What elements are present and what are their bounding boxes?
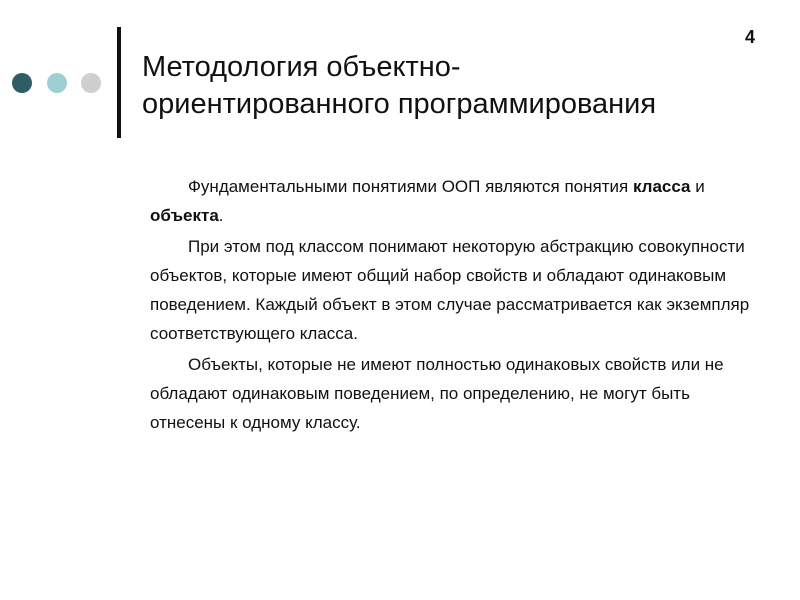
paragraph-1-conjunction: и [690,177,705,196]
decorative-dot-dark [12,73,32,93]
term-object: объекта [150,206,219,225]
paragraph-1 [150,172,750,230]
vertical-divider [117,27,121,138]
decorative-dot-gray [81,73,101,93]
paragraph-1-end: . [218,206,224,225]
slide-body [150,172,750,439]
decorative-dot-light [47,73,67,93]
paragraph-2: При этом под классом понимают некоторую абстракцию совокупности объектов, которые имеют общий набор свойств и обладают одинаковым поведением. Каждый объект в этом случае рассматривается как экземпляр соответствующего класса. [150,237,750,343]
title-line-2: ориентированного программирования [142,88,657,120]
title-line-1: Методология объектно- [142,51,461,83]
slide-title [142,49,742,123]
term-class: класса [632,177,691,196]
page-number: 4 [744,27,755,47]
paragraph-3: Объекты, которые не имеют полностью одинаковых свойств или не обладают одинаковым поведением, по определению, не могут быть отнесены к одному классу. [150,355,724,432]
paragraph-1-text: Фундаментальными понятиями ООП являются понятия [188,177,633,196]
